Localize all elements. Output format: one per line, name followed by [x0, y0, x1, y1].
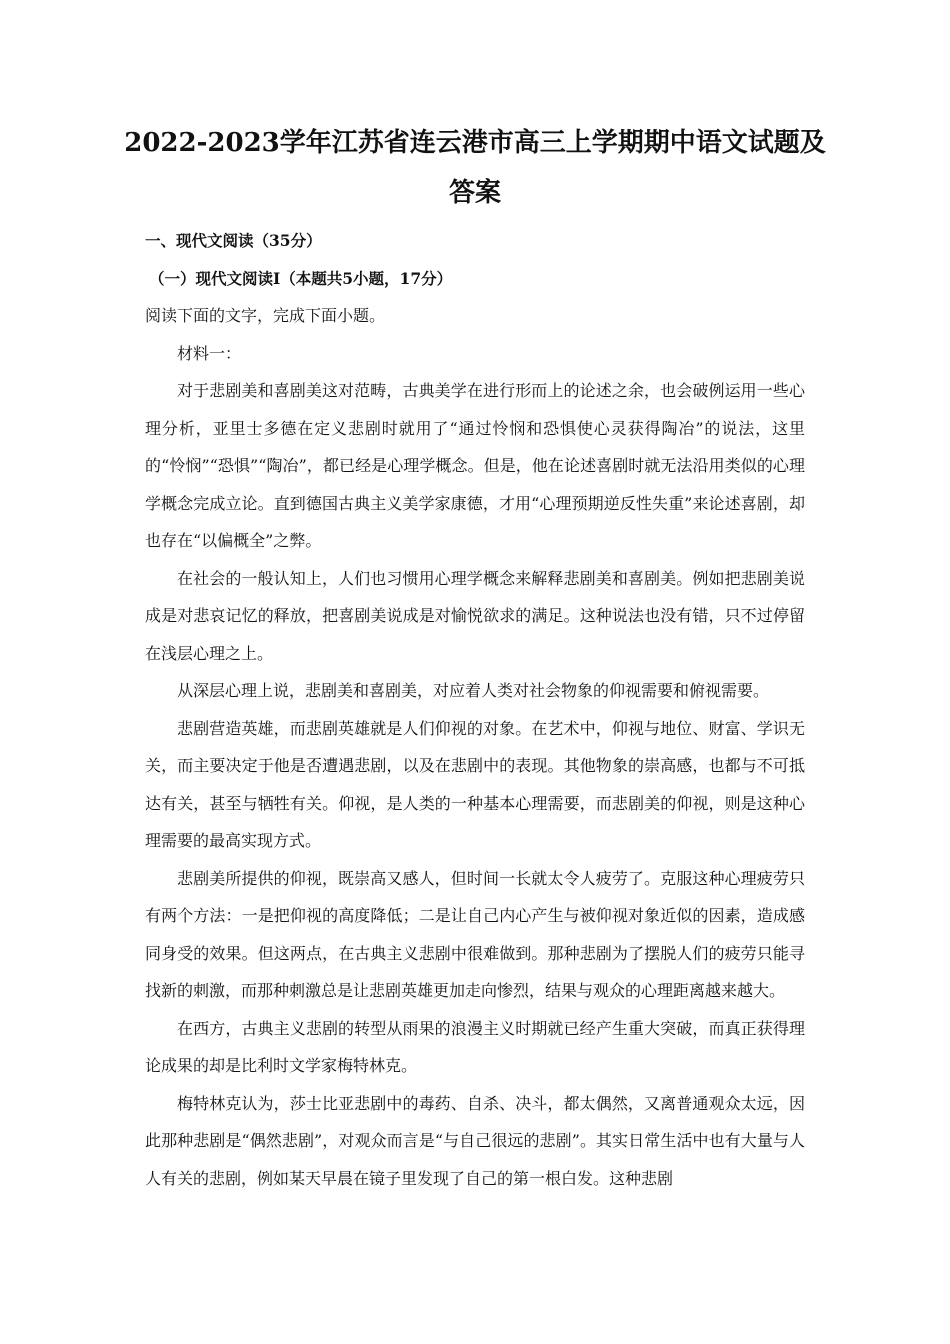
subsection-heading: （一）现代文阅读Ⅰ（本题共5小题，17分）	[149, 268, 453, 288]
paragraph: 在社会的一般认知上，人们也习惯用心理学概念来解释悲剧美和喜剧美。例如把悲剧美说成是对悲哀记忆的释放，把喜剧美说成是对愉悦欲求的满足。这种说法也没有错，只不过停留在浅层心理之上。	[145, 568, 805, 663]
paragraph: 悲剧美所提供的仰视，既崇高又感人，但时间一长就太令人疲劳了。克服这种心理疲劳只有两个方法：一是把仰视的高度降低；二是让自己内心产生与被仰视对象近似的因素，造成感同身受的效果。但这两点，在古典主义悲剧中很难做到。那种悲剧为了摆脱人们的疲劳只能寻找新的刺激，而那种刺激总是让悲剧英雄更加走向惨烈，结果与观众的心理距离越来越大。	[145, 868, 805, 1000]
paragraph: 在西方，古典主义悲剧的转型从雨果的浪漫主义时期就已经产生重大突破，而真正获得理论成果的却是比利时文学家梅特林克。	[145, 1018, 805, 1075]
paragraph: 悲剧营造英雄，而悲剧英雄就是人们仰视的对象。在艺术中，仰视与地位、财富、学识无关，而主要决定于他是否遭遇悲剧，以及在悲剧中的表现。其他物象的崇高感，也都与不可抵达有关，甚至与牺牲有关。仰视，是人类的一种基本心理需要，而悲剧美的仰视，则是这种心理需要的最高实现方式。	[145, 718, 805, 850]
material-label: 材料一：	[177, 343, 242, 363]
instruction-text: 阅读下面的文字，完成下面小题。	[145, 306, 386, 325]
document-body	[145, 222, 805, 1197]
paragraph: 从深层心理上说，悲剧美和喜剧美，对应着人类对社会物象的仰视需要和俯视需要。	[177, 681, 770, 700]
document-title: 2022-2023学年江苏省连云港市高三上学期期中语文试题及答案	[124, 128, 826, 208]
paragraph: 对于悲剧美和喜剧美这对范畴，古典美学在进行形而上的论述之余，也会破例运用一些心理分析，亚里士多德在定义悲剧时就用了“通过怜悯和恐惧使心灵获得陶冶”的说法，这里的“怜悯”“恐惧”“陶冶”，都已经是心理学概念。但是，他在论述喜剧时就无法沿用类似的心理学概念完成立论。直到德国古典主义美学家康德，才用“心理预期逆反性失重”来论述喜剧，却也存在“以偏概全”之弊。	[145, 381, 805, 550]
paragraph: 梅特林克认为，莎士比亚悲剧中的毒药、自杀、决斗，都太偶然，又离普通观众太远，因此那种悲剧是“偶然悲剧”，对观众而言是“与自己很远的悲剧”。其实日常生活中也有大量与人人有关的悲剧，例如某天早晨在镜子里发现了自己的第一根白发。这种悲剧	[145, 1093, 805, 1188]
section-heading: 一、现代文阅读（35分）	[145, 231, 322, 250]
